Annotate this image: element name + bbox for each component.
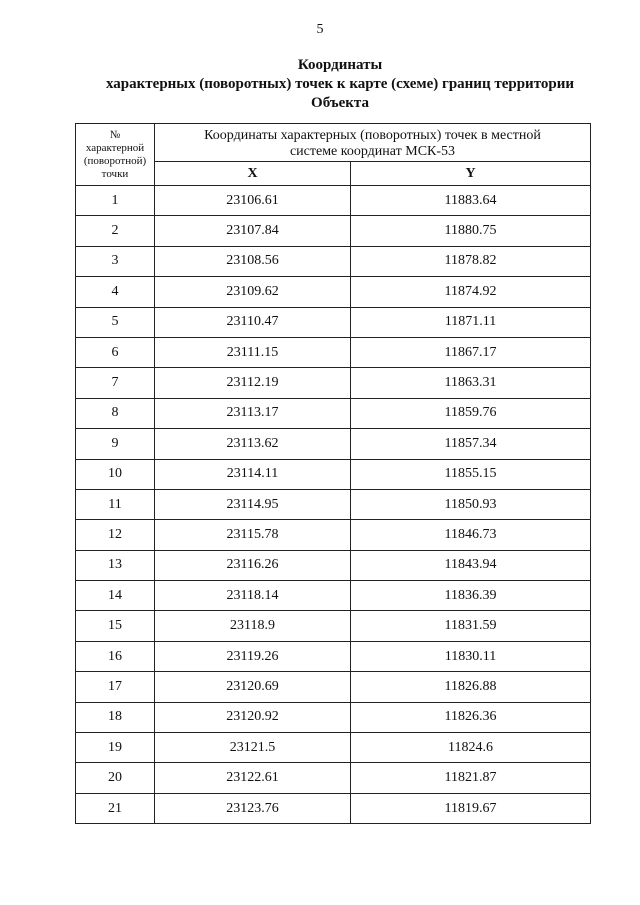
- x-coordinate-cell: 23118.14: [155, 581, 351, 611]
- y-coordinate-cell: 11826.88: [351, 672, 591, 702]
- y-coordinate-cell: 11846.73: [351, 520, 591, 550]
- table-row: [76, 672, 591, 702]
- coordinates-header-line: системе координат МСК-53: [289, 143, 456, 159]
- table-row: [76, 459, 591, 489]
- point-number-cell: 11: [76, 489, 155, 519]
- y-coordinate-cell: 11830.11: [351, 641, 591, 671]
- point-number-cell: 13: [76, 550, 155, 580]
- table-row: [76, 611, 591, 641]
- x-coordinate-cell: 23120.92: [155, 702, 351, 732]
- x-coordinate-cell: 23118.9: [155, 611, 351, 641]
- y-coordinate-cell: 11821.87: [351, 763, 591, 793]
- y-coordinate-cell: 11843.94: [351, 550, 591, 580]
- point-number-cell: 20: [76, 763, 155, 793]
- x-coordinate-cell: 23111.15: [155, 337, 351, 367]
- point-number-cell: 1: [76, 186, 155, 216]
- x-coordinate-cell: 23123.76: [155, 793, 351, 823]
- y-coordinate-cell: 11883.64: [351, 186, 591, 216]
- point-number-cell: 15: [76, 611, 155, 641]
- y-column-header: Y: [351, 162, 591, 186]
- x-column-header: X: [155, 162, 351, 186]
- table-row: [76, 398, 591, 428]
- x-coordinate-cell: 23120.69: [155, 672, 351, 702]
- heading-line-2: характерных (поворотных) точек к карте (схеме) границ территории: [106, 76, 574, 92]
- point-number-cell: 7: [76, 368, 155, 398]
- x-coordinate-cell: 23114.95: [155, 489, 351, 519]
- table-row: [76, 702, 591, 732]
- y-coordinate-cell: 11874.92: [351, 277, 591, 307]
- point-number-cell: 6: [76, 337, 155, 367]
- x-coordinate-cell: 23109.62: [155, 277, 351, 307]
- table-row: [76, 550, 591, 580]
- table-row: [76, 368, 591, 398]
- x-coordinate-cell: 23115.78: [155, 520, 351, 550]
- y-coordinate-cell: 11819.67: [351, 793, 591, 823]
- y-coordinate-cell: 11826.36: [351, 702, 591, 732]
- coordinates-header: [155, 124, 591, 162]
- coordinates-table: [75, 123, 591, 824]
- point-number-cell: 14: [76, 581, 155, 611]
- table-row: [76, 186, 591, 216]
- x-coordinate-cell: 23119.26: [155, 641, 351, 671]
- table-row: [76, 581, 591, 611]
- table-row: [76, 520, 591, 550]
- table-row: [76, 793, 591, 823]
- x-coordinate-cell: 23113.62: [155, 429, 351, 459]
- y-coordinate-cell: 11857.34: [351, 429, 591, 459]
- table-row: [76, 429, 591, 459]
- point-number-cell: 9: [76, 429, 155, 459]
- x-coordinate-cell: 23108.56: [155, 246, 351, 276]
- x-coordinate-cell: 23110.47: [155, 307, 351, 337]
- table-row: [76, 733, 591, 763]
- y-coordinate-cell: 11855.15: [351, 459, 591, 489]
- x-coordinate-cell: 23107.84: [155, 216, 351, 246]
- point-number-cell: 19: [76, 733, 155, 763]
- x-coordinate-cell: 23113.17: [155, 398, 351, 428]
- table-row: [76, 489, 591, 519]
- document-heading: [60, 56, 620, 113]
- heading-line-3: Объекта: [311, 95, 369, 111]
- table-row: [76, 307, 591, 337]
- point-number-header-line: №: [109, 128, 121, 141]
- y-coordinate-cell: 11878.82: [351, 246, 591, 276]
- x-coordinate-cell: 23114.11: [155, 459, 351, 489]
- point-number-header-line: точки: [101, 167, 129, 180]
- y-coordinate-cell: 11824.6: [351, 733, 591, 763]
- y-coordinate-cell: 11836.39: [351, 581, 591, 611]
- y-coordinate-cell: 11850.93: [351, 489, 591, 519]
- table-row: [76, 277, 591, 307]
- heading-line-1: Координаты: [297, 57, 383, 73]
- point-number-cell: 4: [76, 277, 155, 307]
- x-coordinate-cell: 23112.19: [155, 368, 351, 398]
- table-row: [76, 641, 591, 671]
- y-coordinate-cell: 11831.59: [351, 611, 591, 641]
- page-number: 5: [316, 22, 324, 37]
- point-number-cell: 5: [76, 307, 155, 337]
- point-number-header-line: (поворотной): [83, 154, 147, 167]
- y-coordinate-cell: 11880.75: [351, 216, 591, 246]
- y-coordinate-cell: 11871.11: [351, 307, 591, 337]
- table-row: [76, 763, 591, 793]
- x-coordinate-cell: 23121.5: [155, 733, 351, 763]
- point-number-cell: 18: [76, 702, 155, 732]
- point-number-cell: 3: [76, 246, 155, 276]
- point-number-cell: 17: [76, 672, 155, 702]
- point-number-cell: 16: [76, 641, 155, 671]
- point-number-cell: 2: [76, 216, 155, 246]
- x-coordinate-cell: 23122.61: [155, 763, 351, 793]
- table-row: [76, 216, 591, 246]
- point-number-cell: 12: [76, 520, 155, 550]
- point-number-cell: 21: [76, 793, 155, 823]
- table-row: [76, 246, 591, 276]
- point-number-header-line: характерной: [85, 141, 145, 154]
- x-coordinate-cell: 23106.61: [155, 186, 351, 216]
- point-number-cell: 8: [76, 398, 155, 428]
- coordinates-header-line: Координаты характерных (поворотных) точек в местной: [204, 127, 541, 143]
- point-number-cell: 10: [76, 459, 155, 489]
- x-coordinate-cell: 23116.26: [155, 550, 351, 580]
- table-row: [76, 337, 591, 367]
- coordinates-table-body: [76, 186, 591, 824]
- y-coordinate-cell: 11863.31: [351, 368, 591, 398]
- y-coordinate-cell: 11859.76: [351, 398, 591, 428]
- point-number-header: [76, 124, 155, 186]
- y-coordinate-cell: 11867.17: [351, 337, 591, 367]
